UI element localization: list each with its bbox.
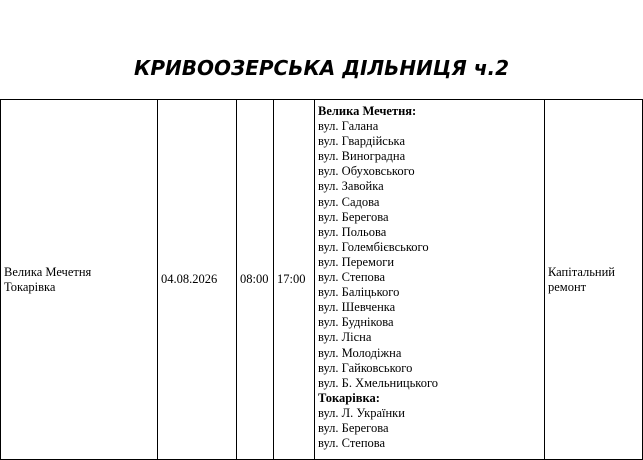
group-header: Токарівка: xyxy=(318,390,380,405)
date-cell xyxy=(158,100,237,460)
street-item: вул. Буднікова xyxy=(318,315,394,330)
street-item: вул. Лісна xyxy=(318,330,372,345)
street-item: вул. Молодіжна xyxy=(318,345,402,360)
street-item: вул. Голембієвського xyxy=(318,239,429,254)
street-item: вул. Баліцького xyxy=(318,285,400,300)
outage-table xyxy=(0,99,643,460)
settlement-name: Велика Мечетня xyxy=(4,264,92,279)
street-item: вул. Л. Українки xyxy=(318,405,405,420)
time-to: 17:00 xyxy=(277,272,306,286)
street-item: вул. Берегова xyxy=(318,209,389,224)
street-item: вул. Гвардійська xyxy=(318,134,405,149)
time-from-cell xyxy=(237,100,274,460)
street-item: вул. Садова xyxy=(318,194,380,209)
street-item: вул. Шевченка xyxy=(318,300,396,315)
work-type-line: Капітальний xyxy=(548,264,615,279)
street-item: вул. Галана xyxy=(318,119,379,134)
street-item: вул. Степова xyxy=(318,270,386,285)
settlement-name: Токарівка xyxy=(4,279,56,294)
street-item: вул. Б. Хмельницького xyxy=(318,375,439,390)
outage-date: 04.08.2026 xyxy=(161,272,218,286)
street-item: вул. Виноградна xyxy=(318,149,406,164)
time-from: 08:00 xyxy=(240,272,269,286)
time-to-cell xyxy=(274,100,315,460)
work-type-cell xyxy=(545,100,643,460)
street-item: вул. Польова xyxy=(318,224,387,239)
street-item: вул. Гайковського xyxy=(318,360,413,375)
streets-cell xyxy=(315,100,545,460)
street-item: вул. Обуховського xyxy=(318,164,415,179)
settlements-cell xyxy=(1,100,158,460)
group-header: Велика Мечетня: xyxy=(318,104,417,118)
street-item: вул. Степова xyxy=(318,436,386,451)
street-item: вул. Перемоги xyxy=(318,254,395,269)
street-item: вул. Завойка xyxy=(318,179,384,194)
table-row xyxy=(1,100,643,460)
street-item: вул. Берегова xyxy=(318,420,389,435)
work-type-line: ремонт xyxy=(548,279,587,294)
page-title: КРИВООЗЕРСЬКА ДІЛЬНИЦЯ ч.2 xyxy=(134,56,509,80)
